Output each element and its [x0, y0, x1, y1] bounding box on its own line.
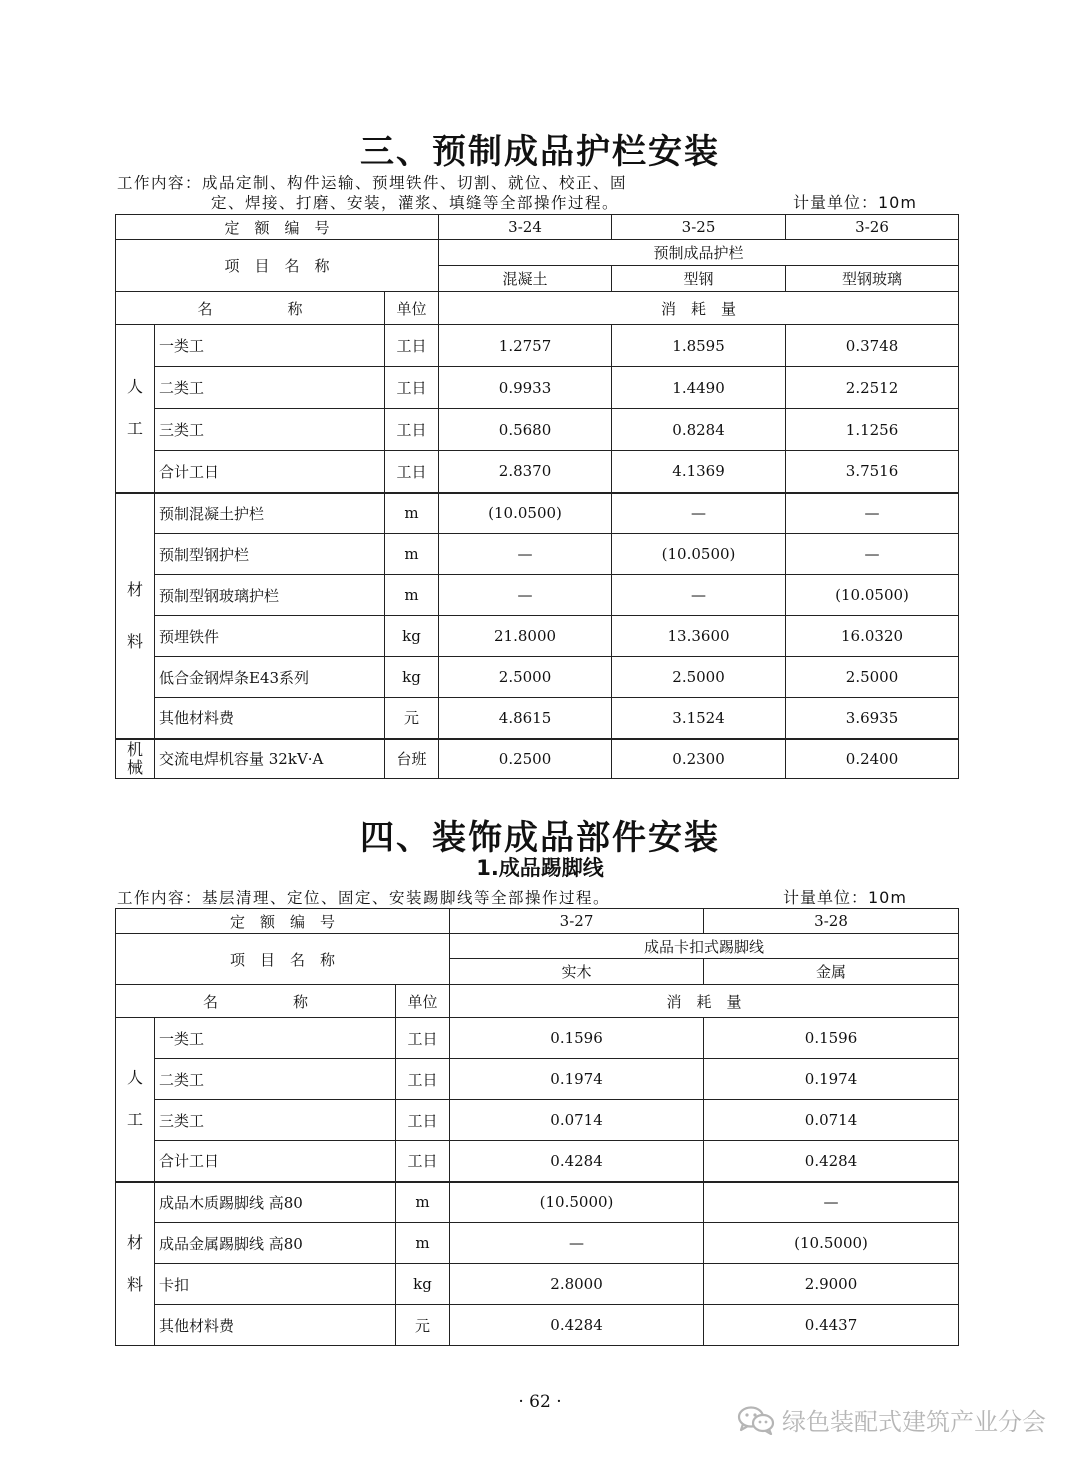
row-unit: 工日: [385, 451, 439, 493]
row-name: 其他材料费: [155, 698, 385, 739]
row-name: 卡扣: [155, 1264, 396, 1305]
quota-code: 3-24: [439, 215, 612, 240]
watermark-text: 绿色装配式建筑产业分会: [782, 1408, 1046, 1436]
row-value: 0.8284: [612, 409, 786, 451]
row-unit: 工日: [396, 1059, 450, 1100]
page-number: · 62 ·: [518, 1392, 562, 1412]
row-name: 预埋铁件: [155, 616, 385, 657]
table-row: [116, 909, 959, 934]
row-value: —: [704, 1182, 959, 1223]
quota-no-label: 定 额 编 号: [116, 909, 450, 934]
section4-unit-label: 计量单位：10m: [783, 888, 907, 907]
row-value: (10.0500): [612, 534, 786, 575]
row-value: —: [439, 534, 612, 575]
row-value: —: [439, 575, 612, 616]
table-row: [116, 698, 959, 739]
table-row: [116, 1264, 959, 1305]
row-value: (10.0500): [786, 575, 959, 616]
row-unit: m: [396, 1223, 450, 1264]
quota-code: 3-28: [704, 909, 959, 934]
section4-quota-table: [115, 908, 959, 1346]
row-unit: kg: [385, 616, 439, 657]
row-value: 0.1974: [450, 1059, 704, 1100]
table-row: [116, 575, 959, 616]
table-row: [116, 493, 959, 534]
table-row: [116, 934, 959, 959]
wechat-icon: [736, 1405, 776, 1435]
row-unit: kg: [385, 657, 439, 698]
row-value: (10.5000): [450, 1182, 704, 1223]
row-unit: kg: [396, 1264, 450, 1305]
table-row: [116, 451, 959, 493]
row-value: 2.8370: [439, 451, 612, 493]
row-unit: 工日: [396, 1141, 450, 1182]
row-value: 2.2512: [786, 367, 959, 409]
row-value: 3.1524: [612, 698, 786, 739]
row-value: —: [786, 493, 959, 534]
row-value: 0.9933: [439, 367, 612, 409]
row-value: 0.4284: [450, 1305, 704, 1346]
row-value: 1.4490: [612, 367, 786, 409]
row-name: 三类工: [155, 409, 385, 451]
table-row: [116, 616, 959, 657]
watermark: [736, 1402, 1046, 1437]
row-value: 3.7516: [786, 451, 959, 493]
table-row: [116, 657, 959, 698]
row-unit: 工日: [385, 325, 439, 367]
sub-item-label: 型钢玻璃: [786, 266, 959, 292]
row-value: 16.0320: [786, 616, 959, 657]
row-value: 0.2400: [786, 739, 959, 779]
row-value: 0.0714: [450, 1100, 704, 1141]
table-row: [116, 1223, 959, 1264]
section3-quota-table: [115, 214, 959, 779]
row-unit: 台班: [385, 739, 439, 779]
row-value: 2.5000: [612, 657, 786, 698]
row-value: 2.9000: [704, 1264, 959, 1305]
consumption-header: 消 耗 量: [450, 985, 959, 1018]
table-row: [116, 1018, 959, 1059]
row-unit: m: [385, 534, 439, 575]
item-group-label: 预制成品护栏: [439, 240, 959, 266]
section3-title: 三、预制成品护栏安装: [360, 132, 720, 172]
labor-group-label: 人 工: [116, 1018, 155, 1182]
material-group-label: 材 料: [116, 493, 155, 739]
row-value: 2.8000: [450, 1264, 704, 1305]
row-name: 合计工日: [155, 1141, 396, 1182]
row-name: 成品木质踢脚线 高80: [155, 1182, 396, 1223]
section4-subtitle: 1.成品踢脚线: [476, 856, 604, 880]
section4-work-content: 工作内容：基层清理、定位、固定、安装踢脚线等全部操作过程。: [117, 889, 611, 907]
section4-title: 四、装饰成品部件安装: [360, 818, 720, 858]
name-column-header: 名 称: [116, 985, 396, 1018]
row-value: 0.2500: [439, 739, 612, 779]
table-row: [116, 1059, 959, 1100]
row-value: 1.2757: [439, 325, 612, 367]
row-value: 2.5000: [439, 657, 612, 698]
row-value: —: [786, 534, 959, 575]
item-group-label: 成品卡扣式踢脚线: [450, 934, 959, 959]
row-value: —: [450, 1223, 704, 1264]
row-value: 0.1974: [704, 1059, 959, 1100]
row-unit: m: [396, 1182, 450, 1223]
row-unit: 工日: [396, 1018, 450, 1059]
section3-work-content-line1: 工作内容：成品定制、构件运输、预埋铁件、切割、就位、校正、固: [117, 174, 628, 192]
table-row: [116, 534, 959, 575]
row-value: (10.0500): [439, 493, 612, 534]
row-name: 低合金钢焊条E43系列: [155, 657, 385, 698]
sub-item-label: 实木: [450, 959, 704, 985]
row-name: 交流电焊机容量 32kV·A: [155, 739, 385, 779]
item-name-label: 项 目 名 称: [116, 934, 450, 985]
row-value: 0.4284: [704, 1141, 959, 1182]
row-value: 2.5000: [786, 657, 959, 698]
quota-no-label: 定 额 编 号: [116, 215, 439, 240]
row-value: 21.8000: [439, 616, 612, 657]
table-row: [116, 739, 959, 779]
table-row: [116, 367, 959, 409]
row-value: 0.1596: [704, 1018, 959, 1059]
row-value: —: [612, 575, 786, 616]
row-unit: 元: [396, 1305, 450, 1346]
row-name: 预制型钢玻璃护栏: [155, 575, 385, 616]
table-row: [116, 292, 959, 325]
row-value: 0.1596: [450, 1018, 704, 1059]
sub-item-label: 混凝土: [439, 266, 612, 292]
sub-item-label: 金属: [704, 959, 959, 985]
machine-group-label: 机 械: [116, 739, 155, 779]
row-unit: 工日: [385, 409, 439, 451]
item-name-label: 项 目 名 称: [116, 240, 439, 292]
row-value: (10.5000): [704, 1223, 959, 1264]
row-value: 0.5680: [439, 409, 612, 451]
quota-code: 3-25: [612, 215, 786, 240]
row-name: 预制混凝土护栏: [155, 493, 385, 534]
name-column-header: 名 称: [116, 292, 385, 325]
table-row: [116, 409, 959, 451]
row-unit: m: [385, 575, 439, 616]
table-row: [116, 325, 959, 367]
row-name: 一类工: [155, 1018, 396, 1059]
unit-column-header: 单位: [385, 292, 439, 325]
row-value: —: [612, 493, 786, 534]
row-value: 4.1369: [612, 451, 786, 493]
row-unit: m: [385, 493, 439, 534]
table-row: [116, 1141, 959, 1182]
row-value: 0.4284: [450, 1141, 704, 1182]
row-value: 0.0714: [704, 1100, 959, 1141]
section3-unit-label: 计量单位：10m: [793, 193, 917, 212]
row-unit: 工日: [396, 1100, 450, 1141]
row-unit: 工日: [385, 367, 439, 409]
labor-group-label: 人 工: [116, 325, 155, 493]
row-value: 3.6935: [786, 698, 959, 739]
row-value: 4.8615: [439, 698, 612, 739]
row-name: 预制型钢护栏: [155, 534, 385, 575]
quota-code: 3-26: [786, 215, 959, 240]
row-name: 二类工: [155, 1059, 396, 1100]
material-group-label: 材 料: [116, 1182, 155, 1346]
row-unit: 元: [385, 698, 439, 739]
row-name: 三类工: [155, 1100, 396, 1141]
table-row: [116, 215, 959, 240]
row-name: 一类工: [155, 325, 385, 367]
row-value: 0.3748: [786, 325, 959, 367]
row-value: 1.1256: [786, 409, 959, 451]
row-name: 其他材料费: [155, 1305, 396, 1346]
row-value: 1.8595: [612, 325, 786, 367]
sub-item-label: 型钢: [612, 266, 786, 292]
table-row: [116, 1100, 959, 1141]
table-row: [116, 1182, 959, 1223]
table-row: [116, 240, 959, 266]
table-row: [116, 1305, 959, 1346]
row-value: 0.4437: [704, 1305, 959, 1346]
row-name: 二类工: [155, 367, 385, 409]
row-value: 13.3600: [612, 616, 786, 657]
quota-code: 3-27: [450, 909, 704, 934]
row-value: 0.2300: [612, 739, 786, 779]
unit-column-header: 单位: [396, 985, 450, 1018]
consumption-header: 消 耗 量: [439, 292, 959, 325]
section3-work-content-line2: 定、焊接、打磨、安装，灌浆、填缝等全部操作过程。: [211, 194, 620, 212]
row-name: 成品金属踢脚线 高80: [155, 1223, 396, 1264]
table-row: [116, 985, 959, 1018]
row-name: 合计工日: [155, 451, 385, 493]
